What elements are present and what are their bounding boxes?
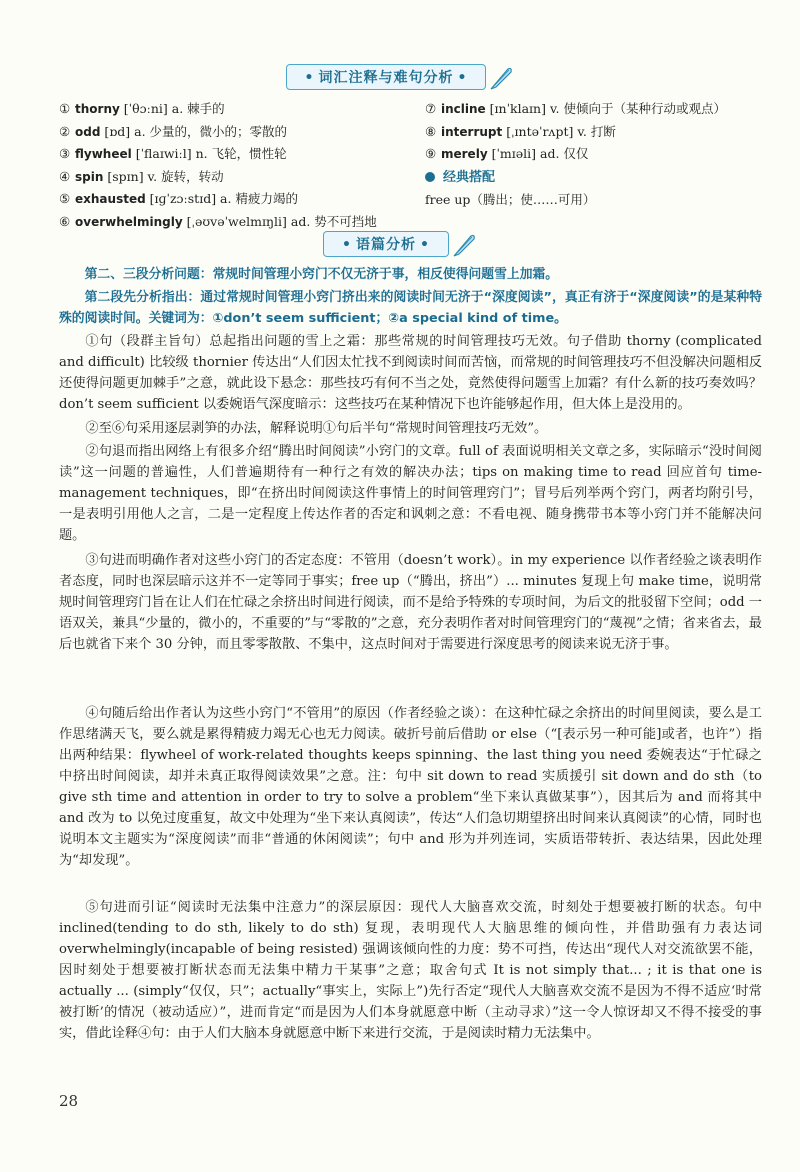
keyword-paragraph: 第二段先分析指出：通过常规时间管理小窍门挤出来的阅读时间无济于“深度阅读”，真正有济于“深度阅读”的是某种特殊的阅读时间。关键词为：①don’t seem sufficient；②a special kind of time。 xyxy=(59,290,762,326)
vocab-item: ⑦ incline [ɪnˈklaɪn] v. 使倾向于（某种行动或观点） xyxy=(425,101,726,116)
vocab-list-left xyxy=(59,98,377,234)
collocation-text: free up（腾出；使……可用） xyxy=(425,192,596,207)
quill-icon xyxy=(488,65,514,91)
analysis-paragraph: ④句随后给出作者认为这些小窍门“不管用”的原因（作者经验之谈）：在这种忙碌之余挤出的时间里阅读，要么是工作思绪满天飞，要么就是累得精疲力竭无心也无力阅读。破折号前后借助 or else（“[表示另一种可能]或者，也许”）指出两种结果：flywheel of work-related thoughts keeps spinning、the last thing you need 委婉表达“于忙碌之中挤出时间阅读，却并未真正取得阅读效果”之意。注：句中 sit down to read 实质援引 sit down and do sth（to give sth time and attention in order to try to solve a problem“坐下来认真做某事”），因其后为 and 而将其中 and 改为 to 以免过度重复，故文中处理为“坐下来认真阅读”，传达“人们急切期望挤出时间来认真阅读”的心情，同时也说明本文主题实为“深度阅读”而非“普通的休闲阅读”；句中 and 形为并列连词，实质语带转折、表达结果，因此处理为“却发现”。 xyxy=(59,706,762,868)
vocab-item: ⑨ merely [ˈmɪəli] ad. 仅仅 xyxy=(425,146,589,162)
vocab-item: ⑥ overwhelmingly [ˌəʊvəˈwelmɪŋli] ad. 势不可挡地 xyxy=(59,213,377,229)
analysis-paragraph: ⑤句进而引证“阅读时无法集中注意力”的深层原因：现代人大脑喜欢交流，时刻处于想要被打断的状态。句中 inclined(tending to do sth, likely to do sth) 复现，表明现代人大脑思维的倾向性，并借助强有力表达词 overwhelmingly(incapable of being resisted) 强调该倾向性的力度：势不可挡，传达出“现代人对交流欲罢不能，因时刻处于想要被打断状态而无法集中精力干某事”之意；取舍句式 It is not simply that... ; it is that one is actually ... (simply“仅仅，只”；actually“事实上，实际上”)先行否定“现代人大脑喜欢交流不是因为不得不适应‘时常被打断’的情况（被动适应）”，进而肯定“而是因为人们本身就愿意中断（主动寻求）”这一令人惊讶却又不得不接受的事实，借此诠释④句：由于人们大脑本身就愿意中断下来进行交流，于是阅读时精力无法集中。 xyxy=(59,900,762,1041)
analysis-paragraph: ②句退而指出网络上有很多介绍“腾出时间阅读”小窍门的文章。full of 表面说明相关文章之多，实际暗示“没时间阅读”这一问题的普遍性，人们普遍期待有一种行之有效的解决办法；tips on making time to read 回应首句 time-management techniques，即“在挤出时间阅读这件事情上的时间管理窍门”；冒号后列举两个窍门，两者均附引号，一是表明引用他人之言，二是一定程度上传达作者的否定和讽刺之意：不看电视、随身携带书本等小窍门并不能解决问题。 xyxy=(59,444,762,543)
vocab-item: ② odd [ɒd] a. 少量的，微小的；零散的 xyxy=(59,123,288,139)
vocab-title-badge: • 词汇注释与难句分析 • xyxy=(286,64,487,90)
vocab-list-right xyxy=(425,98,726,166)
discourse-title-text: 语篇分析 xyxy=(356,237,416,253)
discourse-section-title xyxy=(0,231,800,258)
vocab-item: ③ flywheel [ˈflaɪwiːl] n. 飞轮，惯性轮 xyxy=(59,146,287,162)
vocab-item: ⑧ interrupt [ˌɪntəˈrʌpt] v. 打断 xyxy=(425,123,616,139)
page-number: 28 xyxy=(59,1092,79,1110)
discourse-title-badge: • 语篇分析 • xyxy=(323,231,449,257)
bullet-icon xyxy=(425,172,435,182)
vocab-item: ① thorny [ˈθɔːni] a. 棘手的 xyxy=(59,101,225,116)
vocab-title-text: 词汇注释与难句分析 xyxy=(318,70,454,86)
analysis-paragraph: ①句（段群主旨句）总起指出问题的雪上之霜：那些常规的时间管理技巧无效。句子借助 thorny (complicated and difficult) 比较级 thornier 传达出“人们因太忙找不到阅读时间而苦恼，而常规的时间管理技巧不但没解决问题相反还使得问题更加棘手”之意，就此设下悬念：那些技巧有何不当之处，竟然使得问题雪上加霜？有什么新的技巧奏效吗？don’t seem sufficient 以委婉语气深度暗示：这些技巧在某种情况下也许能够起作用，但大体上是没用的。 xyxy=(59,334,762,412)
collocation-heading: 经典搭配 xyxy=(425,166,495,185)
vocab-section-title xyxy=(0,64,800,91)
vocab-item: ⑤ exhausted [ɪɡˈzɔːstɪd] a. 精疲力竭的 xyxy=(59,191,298,207)
quill-icon xyxy=(451,232,477,258)
analysis-paragraph: ③句进而明确作者对这些小窍门的否定态度：不管用（doesn’t work）。in my experience 以作者经验之谈表明作者态度，同时也深层暗示这并不一定等同于事实；free up（“腾出，挤出”）... minutes 复现上句 make time，说明常规时间管理窍门旨在让人们在忙碌之余挤出时间进行阅读，而不是给予特殊的专项时间，为后文的批驳留下空间；odd 一语双关，兼具“少量的，微小的，不重要的”与“零散的”之意，充分表明作者对时间管理窍门的“蔑视”之情；省来省去，最后也就省下来个 30 分钟，而且零零散散、不集中，这点时间对于需要进行深度思考的阅读来说无济于事。 xyxy=(59,553,762,652)
summary-paragraph: 第二、三段分析问题：常规时间管理小窍门不仅无济于事，相反使得问题雪上加霜。 xyxy=(84,267,559,282)
analysis-paragraph: ②至⑥句采用逐层剥笋的办法，解释说明①句后半句“常规时间管理技巧无效”。 xyxy=(85,421,548,436)
vocab-item: ④ spin [spɪn] v. 旋转，转动 xyxy=(59,168,224,184)
